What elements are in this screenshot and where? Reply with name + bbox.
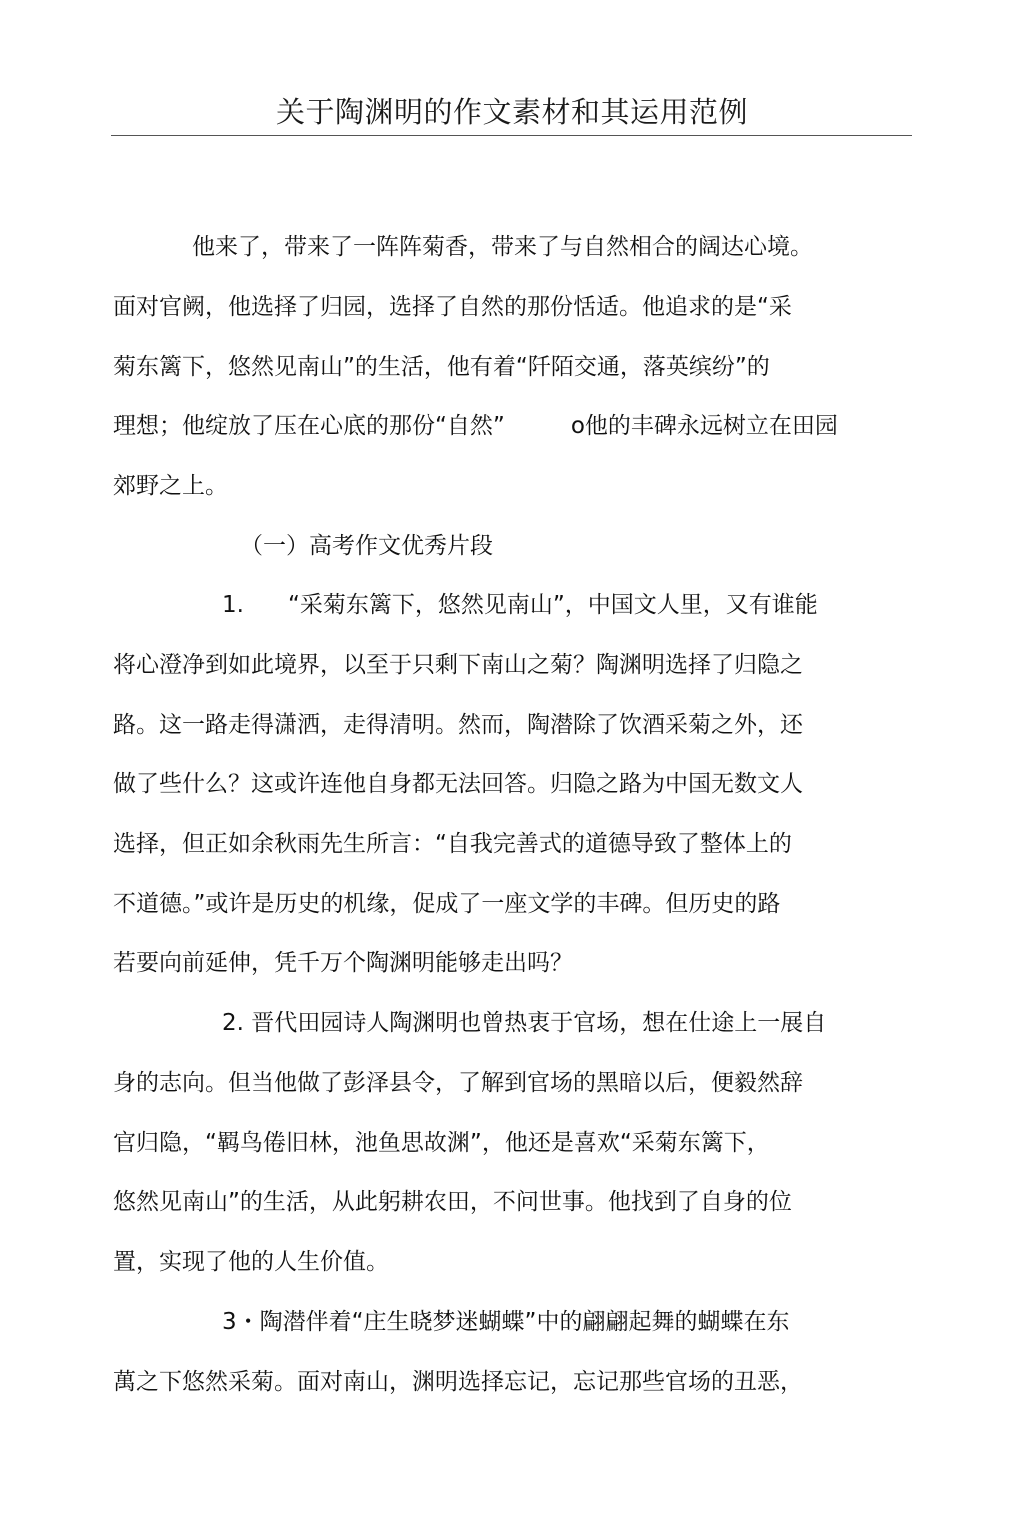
intro-line-4a: 理想；他绽放了压在心底的那份“自然” bbox=[113, 413, 505, 439]
intro-line-1: 他来了，带来了一阵阵菊香，带来了与自然相合的阔达心境。 bbox=[192, 234, 813, 260]
item-3-line-2: 萬之下悠然采菊。面对南山，渊明选择忘记，忘记那些官场的丑恶， bbox=[113, 1369, 803, 1395]
item-1-line-2: 将心澄净到如此境界，以至于只剩下南山之菊？陶渊明选择了归隐之 bbox=[113, 652, 803, 678]
item-1-line-4: 做了些什么？这或许连他自身都无法回答。归隐之路为中国无数文人 bbox=[113, 771, 803, 797]
item-1-line-3: 路。这一路走得潇洒，走得清明。然而，陶潜除了饮酒采菊之外，还 bbox=[113, 712, 803, 738]
item-1-line-1 bbox=[222, 590, 818, 620]
section-heading: （一）高考作文优秀片段 bbox=[240, 533, 493, 559]
item-2-line-4: 悠然见南山”的生活，从此躬耕农田，不问世事。他找到了自身的位 bbox=[113, 1189, 792, 1215]
item-2-line-5: 置，实现了他的人生价值。 bbox=[113, 1249, 389, 1275]
item-1-line-6: 不道德。”或许是历史的机缘，促成了一座文学的丰碑。但历史的路 bbox=[113, 891, 781, 917]
intro-line-3: 菊东篱下，悠然见南山”的生活，他有着“阡陌交通，落英缤纷”的 bbox=[113, 354, 770, 380]
item-2-line-3: 官归隐，“羁鸟倦旧林，池鱼思故渊”，他还是喜欢“采菊东篱下， bbox=[113, 1130, 770, 1156]
item-3-line-1: 3・陶潜伴着“庄生晓梦迷蝴蝶”中的翩翩起舞的蝴蝶在东 bbox=[222, 1309, 790, 1335]
intro-line-4b: o他的丰碑永远树立在田园 bbox=[570, 413, 838, 439]
item-2-line-1: 2. 晋代田园诗人陶渊明也曾热衷于官场，想在仕途上一展自 bbox=[222, 1010, 827, 1036]
title-divider bbox=[111, 135, 912, 136]
item-2-line-2: 身的志向。但当他做了彭泽县令，了解到官场的黑暗以后，便毅然辞 bbox=[113, 1070, 803, 1096]
intro-line-5: 郊野之上。 bbox=[113, 473, 228, 499]
page-title: 关于陶渊明的作文素材和其运用范例 bbox=[275, 95, 748, 129]
item-1-line-7: 若要向前延伸，凭千万个陶渊明能够走出吗？ bbox=[113, 950, 573, 976]
intro-line-4 bbox=[113, 411, 838, 441]
intro-line-2: 面对官阙，他选择了归园，选择了自然的那份恬适。他追求的是“采 bbox=[113, 294, 792, 320]
item-1-line-5: 选择，但正如余秋雨先生所言：“自我完善式的道德导致了整体上的 bbox=[113, 831, 792, 857]
item-1-line-1-text: “采菊东篱下，悠然见南山”，中国文人里，又有谁能 bbox=[287, 592, 818, 618]
item-1-number: 1. bbox=[222, 592, 244, 618]
